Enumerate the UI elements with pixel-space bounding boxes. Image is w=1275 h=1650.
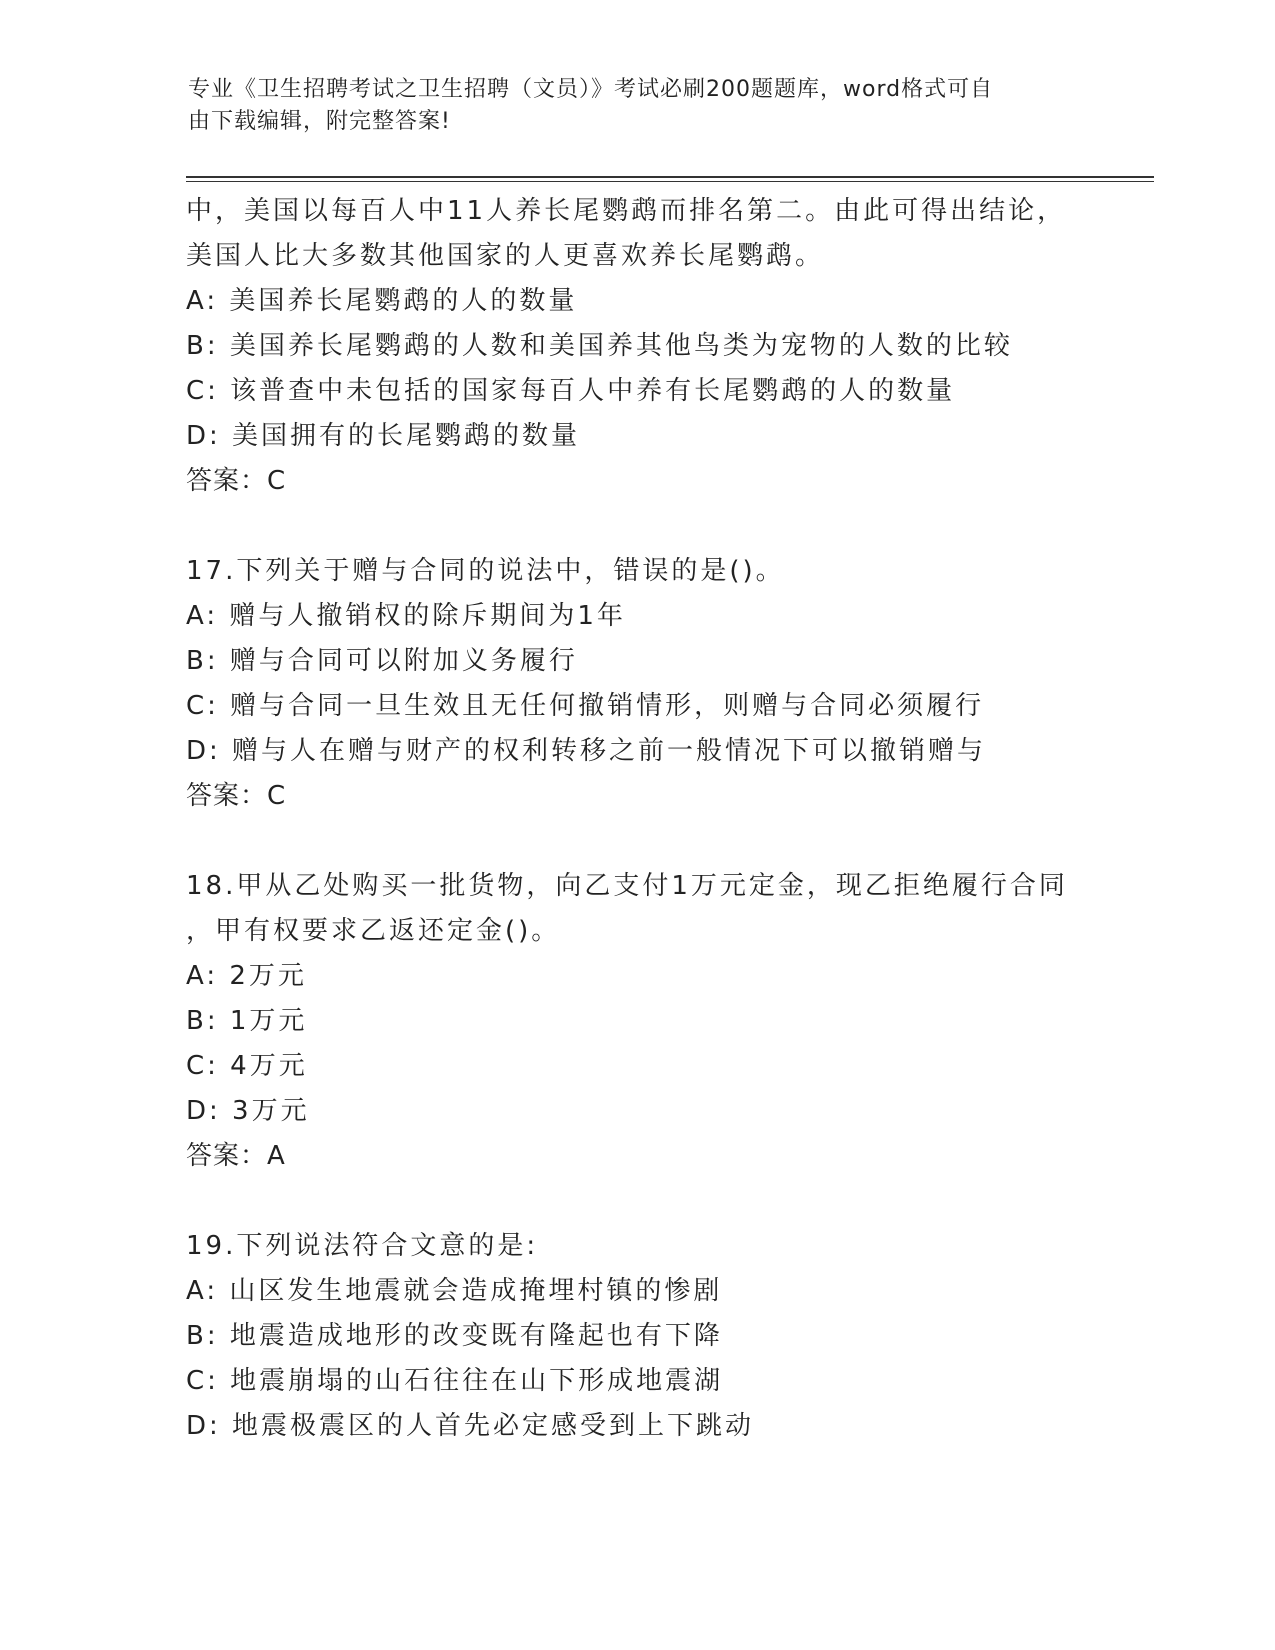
answer-line: 答案：C: [186, 466, 287, 496]
option-d: D: 地震极震区的人首先必定感受到上下跳动: [186, 1411, 755, 1441]
option-c: C: 地震崩塌的山石往往在山下形成地震湖: [186, 1366, 724, 1396]
option-d: D: 3万元: [186, 1096, 310, 1126]
header-divider-thin: [186, 181, 1154, 182]
question-stem-line: ，甲有权要求乙返还定金()。: [186, 916, 561, 946]
question-stem-line: 美国人比大多数其他国家的人更喜欢养长尾鹦鹉。: [186, 241, 825, 271]
answer-line: 答案：A: [186, 1141, 286, 1171]
option-b: B: 地震造成地形的改变既有隆起也有下降: [186, 1321, 723, 1351]
question-stem-line: 17.下列关于赠与合同的说法中，错误的是()。: [186, 556, 785, 586]
question-17: [186, 549, 1146, 819]
header-divider-thick: [186, 176, 1154, 178]
question-stem-line: 18.甲从乙处购买一批货物，向乙支付1万元定金，现乙拒绝履行合同: [186, 871, 1068, 901]
option-a: A: 美国养长尾鹦鹉的人的数量: [186, 286, 578, 316]
option-c: C: 赠与合同一旦生效且无任何撤销情形，则赠与合同必须履行: [186, 691, 985, 721]
question-continued: [186, 189, 1146, 504]
question-stem-line: 19.下列说法符合文意的是:: [186, 1231, 539, 1261]
option-c: C: 4万元: [186, 1051, 308, 1081]
option-a: A: 山区发生地震就会造成掩埋村镇的惨剧: [186, 1276, 723, 1306]
option-a: A: 2万元: [186, 961, 307, 991]
option-d: D: 赠与人在赠与财产的权利转移之前一般情况下可以撤销赠与: [186, 736, 987, 766]
question-stem-line: 中，美国以每百人中11人养长尾鹦鹉而排名第二。由此可得出结论，: [186, 196, 1067, 226]
option-b: B: 赠与合同可以附加义务履行: [186, 646, 578, 676]
question-list: [186, 189, 1146, 1449]
spacer: [186, 504, 1146, 549]
spacer: [186, 1179, 1146, 1224]
question-19: [186, 1224, 1146, 1449]
header-line-2: 由下载编辑，附完整答案!: [188, 109, 451, 134]
header-line-1: 专业《卫生招聘考试之卫生招聘（文员）》考试必刷200题题库，word格式可自: [188, 77, 994, 102]
option-a: A: 赠与人撤销权的除斥期间为1年: [186, 601, 626, 631]
answer-line: 答案：C: [186, 781, 287, 811]
document-header: [188, 74, 1088, 138]
question-18: [186, 864, 1146, 1179]
option-b: B: 1万元: [186, 1006, 308, 1036]
option-b: B: 美国养长尾鹦鹉的人数和美国养其他鸟类为宠物的人数的比较: [186, 331, 1013, 361]
option-d: D: 美国拥有的长尾鹦鹉的数量: [186, 421, 581, 451]
spacer: [186, 819, 1146, 864]
option-c: C: 该普查中未包括的国家每百人中养有长尾鹦鹉的人的数量: [186, 376, 956, 406]
